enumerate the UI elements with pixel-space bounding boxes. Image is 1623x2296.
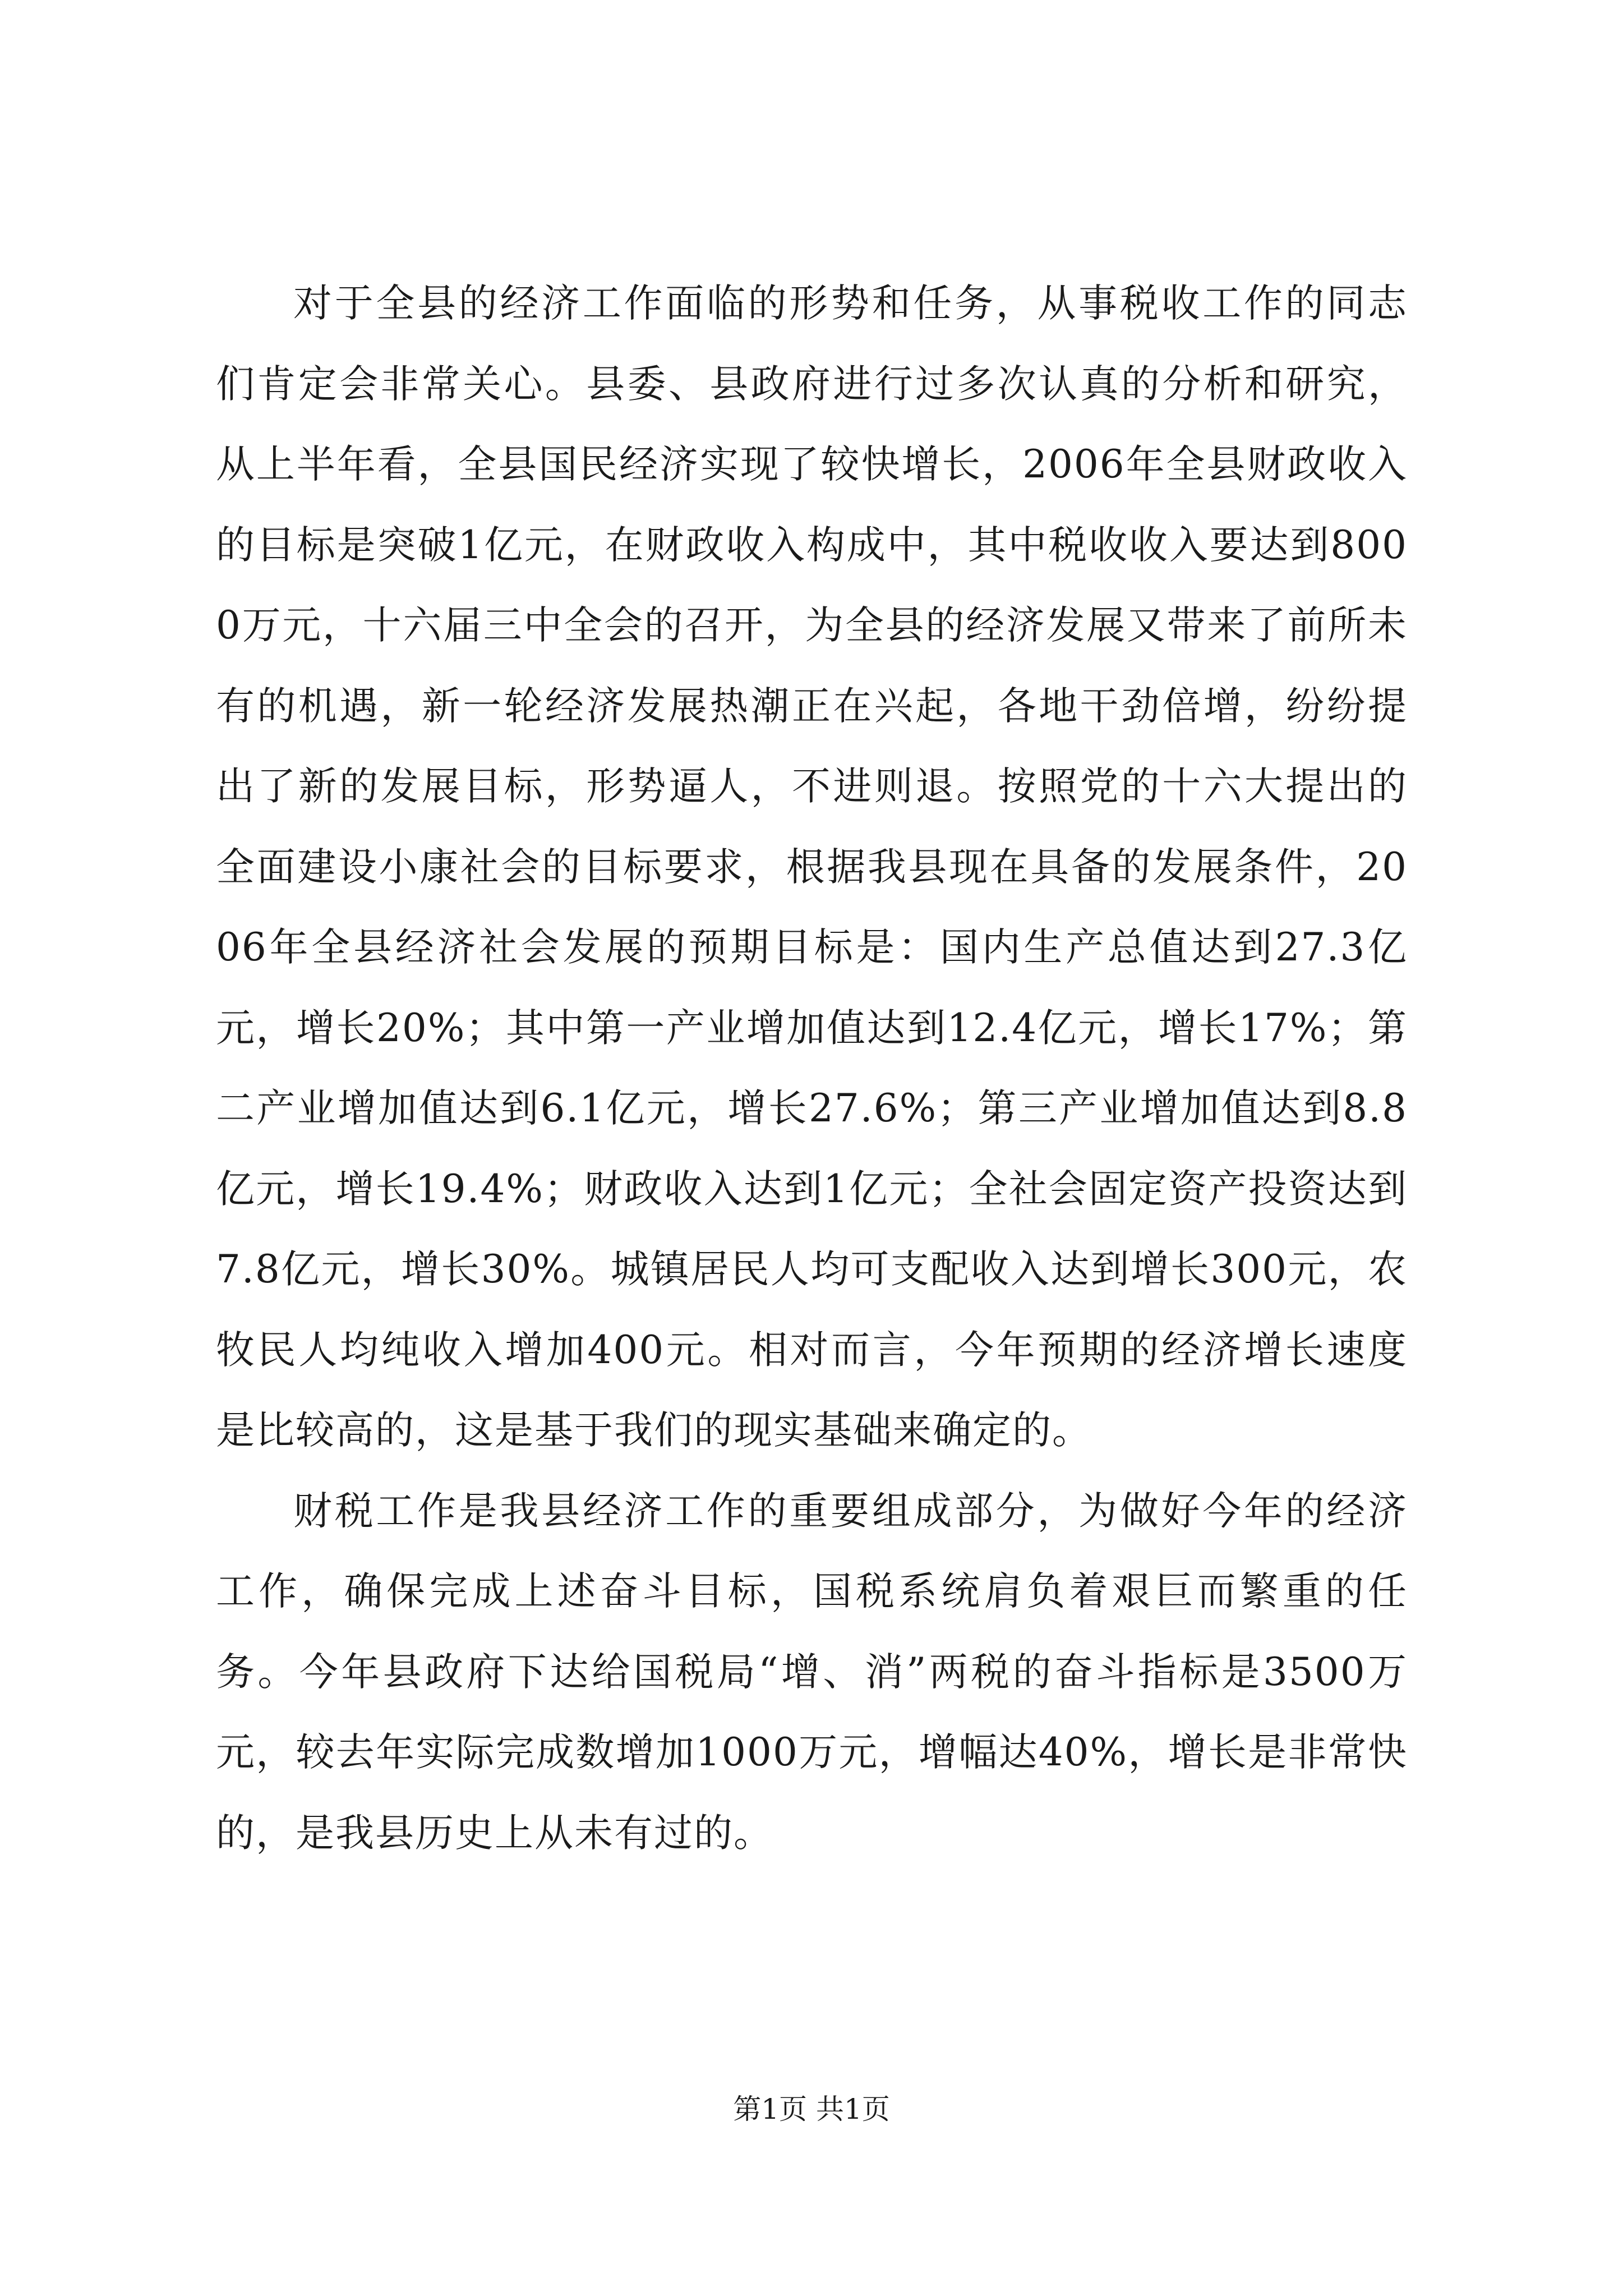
paragraph-2: 财税工作是我县经济工作的重要组成部分，为做好今年的经济工作，确保完成上述奋斗目标，国税系统肩负着艰巨而繁重的任务。今年县政府下达给国税局“增、消”两税的奋斗指标是3500万元，较去年实际完成数增加1000万元，增幅达40%，增长是非常快的，是我县历史上从未有过的。 (216, 1488, 1408, 1856)
body-text (216, 264, 1408, 1874)
page-number-footer: 第1页 共1页 (733, 2093, 890, 2125)
paragraph-1: 对于全县的经济工作面临的形势和任务，从事税收工作的同志们肯定会非常关心。县委、县政府进行过多次认真的分析和研究，从上半年看，全县国民经济实现了较快增长，2006年全县财政收入的目标是突破1亿元，在财政收入构成中，其中税收收入要达到8000万元，十六届三中全会的召开，为全县的经济发展又带来了前所未有的机遇，新一轮经济发展热潮正在兴起，各地干劲倍增，纷纷提出了新的发展目标，形势逼人，不进则退。按照党的十六大提出的全面建设小康社会的目标要求，根据我县现在具备的发展条件，2006年全县经济社会发展的预期目标是：国内生产总值达到27.3亿元，增长20%；其中第一产业增加值达到12.4亿元，增长17%；第二产业增加值达到6.1亿元，增长27.6%；第三产业增加值达到8.8亿元，增长19.4%；财政收入达到1亿元；全社会固定资产投资达到7.8亿元，增长30%。城镇居民人均可支配收入达到增长300元，农牧民人均纯收入增加400元。相对而言，今年预期的经济增长速度是比较高的，这是基于我们的现实基础来确定的。 (216, 281, 1408, 1453)
